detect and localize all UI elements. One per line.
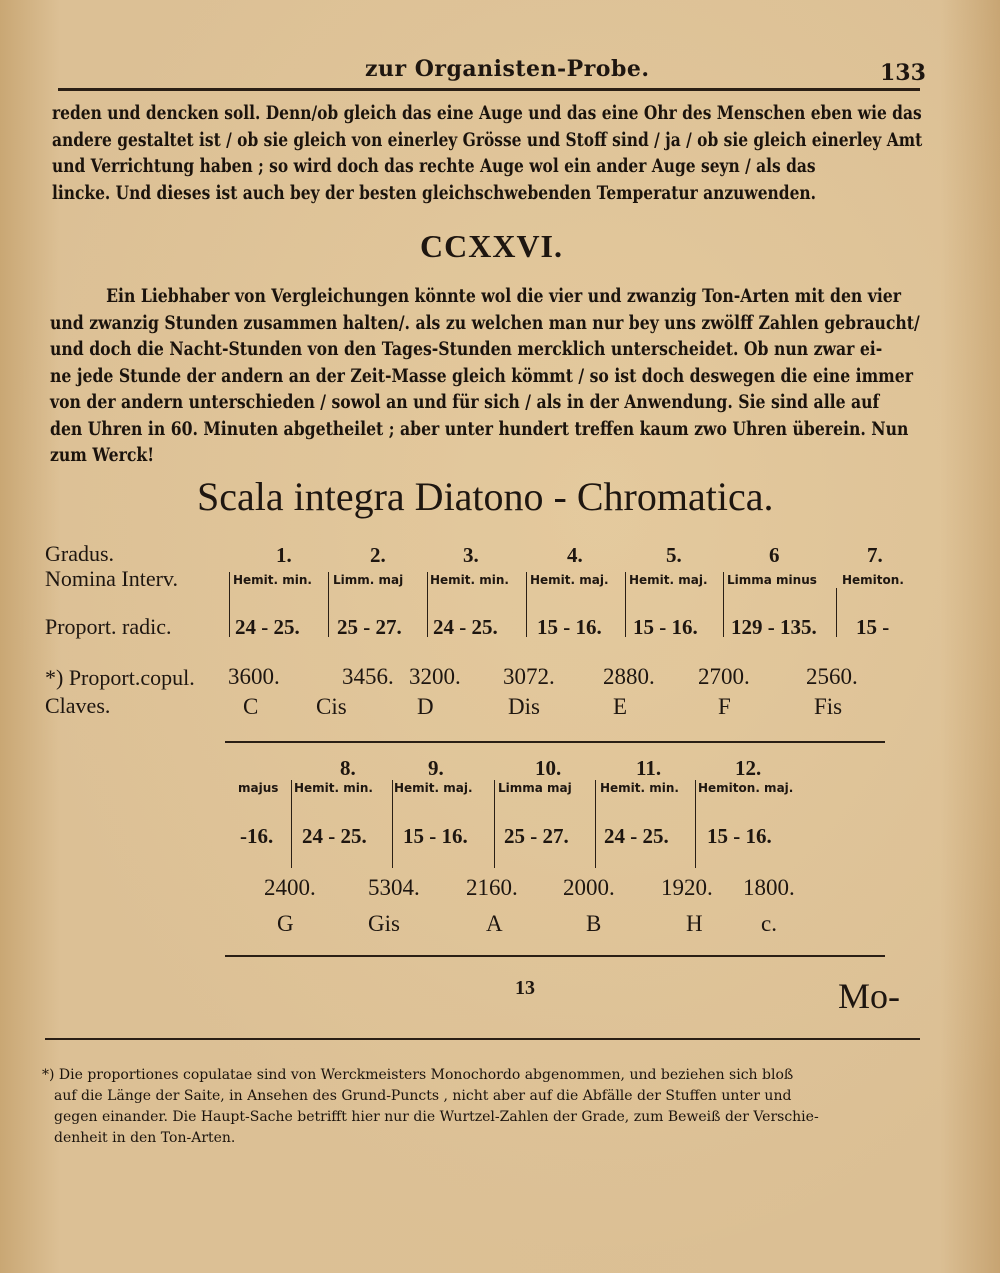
cell-divider xyxy=(229,572,230,637)
gradus-6: 6 xyxy=(769,543,780,567)
section-number: CCXXVI. xyxy=(420,228,563,264)
clavis: E xyxy=(613,694,628,719)
copul-value: 2400. xyxy=(264,875,316,900)
clavis: H xyxy=(686,911,703,936)
gradus-7: 7. xyxy=(867,543,883,567)
section-paragraph xyxy=(50,283,1000,469)
gradus-8: 8. xyxy=(340,756,356,780)
footnote-rule xyxy=(45,1038,920,1040)
label-gradus: Gradus. xyxy=(45,541,115,566)
text-line: ne jede Stunde der andern an der Zeit-Masse gleich kömmt / so ist doch deswegen die eine immer xyxy=(50,364,913,387)
text-line: den Uhren in 60. Minuten abgetheilet ; aber unter hundert treffen kaum zwo Uhren überein. Nun xyxy=(50,417,909,440)
scale-title: Scala integra Diatono - Chromatica. xyxy=(197,474,774,519)
copul-value: 2160. xyxy=(466,875,518,900)
interval-name: Limm. maj xyxy=(333,573,404,587)
interval-name: Limma minus xyxy=(727,573,817,587)
gradus-2: 2. xyxy=(370,543,386,567)
cell-divider xyxy=(595,780,596,868)
cell-divider xyxy=(625,572,626,637)
clavis: C xyxy=(243,694,259,719)
copul-value: 2880. xyxy=(603,664,655,689)
text-line: lincke. Und dieses ist auch bey der besten gleichschwebenden Temperatur anzuwenden. xyxy=(52,181,817,204)
ratio: 129 - 135. xyxy=(731,615,817,639)
clavis: G xyxy=(277,911,294,936)
copul-value: 3456. xyxy=(342,664,394,689)
gradus-11: 11. xyxy=(636,756,662,780)
interval-name: Hemit. maj. xyxy=(629,573,708,587)
label-proport-copul: *) Proport.copul. xyxy=(45,665,195,690)
text-line: Ein Liebhaber von Vergleichungen könnte wol die vier und zwanzig Ton-Arten mit den vier xyxy=(106,285,902,307)
cell-divider xyxy=(328,572,329,637)
gradus-10: 10. xyxy=(535,756,562,780)
ratio: -16. xyxy=(240,824,274,848)
table-bottom-rule xyxy=(225,955,885,957)
clavis: Gis xyxy=(368,911,400,936)
cell-divider xyxy=(392,780,393,868)
copul-value: 3600. xyxy=(228,664,280,689)
table-separator xyxy=(225,741,885,743)
gradus-4: 4. xyxy=(567,543,583,567)
ratio: 15 - 16. xyxy=(633,615,698,639)
copul-value: 2000. xyxy=(563,875,615,900)
footnote-line: auf die Länge der Saite, in Ansehen des Grund-Puncts , nicht aber auf die Abfälle der Stuffen unter und xyxy=(54,1088,792,1104)
interval-name: Hemit. min. xyxy=(600,781,679,795)
ratio: 15 - 16. xyxy=(537,615,602,639)
clavis: Cis xyxy=(316,694,347,719)
clavis: F xyxy=(718,694,731,719)
ratio: 15 - 16. xyxy=(403,824,468,848)
interval-name: Hemit. maj. xyxy=(394,781,473,795)
ratio: 24 - 25. xyxy=(235,615,300,639)
interval-name: Hemit. maj. xyxy=(530,573,609,587)
label-claves: Claves. xyxy=(45,693,111,718)
copul-value: 5304. xyxy=(368,875,420,900)
ratio: 24 - 25. xyxy=(302,824,367,848)
footnote-line: *) Die proportiones copulatae sind von Werckmeisters Monochordo abgenommen, und beziehen sich bloß xyxy=(42,1067,794,1083)
text-line: und zwanzig Stunden zusammen halten/. als zu welchen man nur bey uns zwölff Zahlen gebraucht/ xyxy=(50,311,920,334)
label-proport-radic: Proport. radic. xyxy=(45,614,172,639)
ratio: 25 - 27. xyxy=(337,615,402,639)
cell-divider xyxy=(526,572,527,637)
copul-value: 1920. xyxy=(661,875,713,900)
clavis: Dis xyxy=(508,694,540,719)
clavis: A xyxy=(486,911,503,936)
header-rule xyxy=(58,88,920,91)
ratio: 24 - 25. xyxy=(604,824,669,848)
interval-name: Limma maj xyxy=(498,781,572,795)
interval-name: Hemiton. xyxy=(842,573,904,587)
gradus-1: 1. xyxy=(276,543,292,567)
ratio: 15 - xyxy=(856,615,890,639)
page-number: 133 xyxy=(880,60,926,86)
interval-name: Hemit. min. xyxy=(294,781,373,795)
gradus-12: 12. xyxy=(735,756,762,780)
footnote-line: gegen einander. Die Haupt-Sache betrifft hier nur die Wurtzel-Zahlen der Grade, zum Beweiß der Verschie- xyxy=(54,1109,819,1125)
cell-divider xyxy=(427,572,428,637)
gradus-9: 9. xyxy=(428,756,444,780)
cell-divider xyxy=(291,780,292,868)
copul-value: 2560. xyxy=(806,664,858,689)
catchword: Mo- xyxy=(838,976,900,1016)
interval-name: Hemit. min. xyxy=(233,573,312,587)
text-line: von der andern unterschieden / sowol an und für sich / als in der Anwendung. Sie sind alle auf xyxy=(50,391,880,413)
cell-divider xyxy=(723,572,724,637)
cell-divider xyxy=(695,780,696,868)
gradus-3: 3. xyxy=(463,543,479,567)
clavis: B xyxy=(586,911,602,936)
interval-name: Hemit. min. xyxy=(430,573,509,587)
text-line: und doch die Nacht-Stunden von den Tages-Stunden mercklich unterscheidet. Ob nun zwar ei- xyxy=(50,338,883,360)
ratio: 24 - 25. xyxy=(433,615,498,639)
copul-value: 3072. xyxy=(503,664,555,689)
signature-mark: 13 xyxy=(515,977,535,999)
copul-value: 2700. xyxy=(698,664,750,689)
intro-paragraph xyxy=(52,100,1000,206)
ratio: 15 - 16. xyxy=(707,824,772,848)
clavis: D xyxy=(417,694,434,719)
cell-divider xyxy=(836,588,837,637)
cell-divider xyxy=(494,780,495,868)
ratio: 25 - 27. xyxy=(504,824,569,848)
footnote-line: denheit in den Ton-Arten. xyxy=(54,1130,236,1146)
label-nomina: Nomina Interv. xyxy=(45,566,178,591)
footnote xyxy=(42,1065,819,1149)
clavis: Fis xyxy=(814,694,843,719)
text-line: zum Werck! xyxy=(50,444,155,466)
clavis: c. xyxy=(761,911,777,936)
interval-name: Hemiton. maj. xyxy=(698,781,794,795)
text-line: andere gestaltet ist / ob sie gleich von einerley Grösse und Stoff sind / ja / ob sie gleich einerley Amt xyxy=(52,128,923,151)
gradus-5: 5. xyxy=(666,543,682,567)
text-line: reden und dencken soll. Denn/ob gleich das eine Auge und das eine Ohr des Menschen eben wie das xyxy=(52,102,922,124)
copul-value: 1800. xyxy=(743,875,795,900)
running-head: zur Organisten-Probe. xyxy=(365,56,650,82)
copul-value: 3200. xyxy=(409,664,461,689)
text-line: und Verrichtung haben ; so wird doch das rechte Auge wol ein ander Auge seyn / als das xyxy=(52,155,816,177)
interval-name: majus xyxy=(238,781,279,795)
